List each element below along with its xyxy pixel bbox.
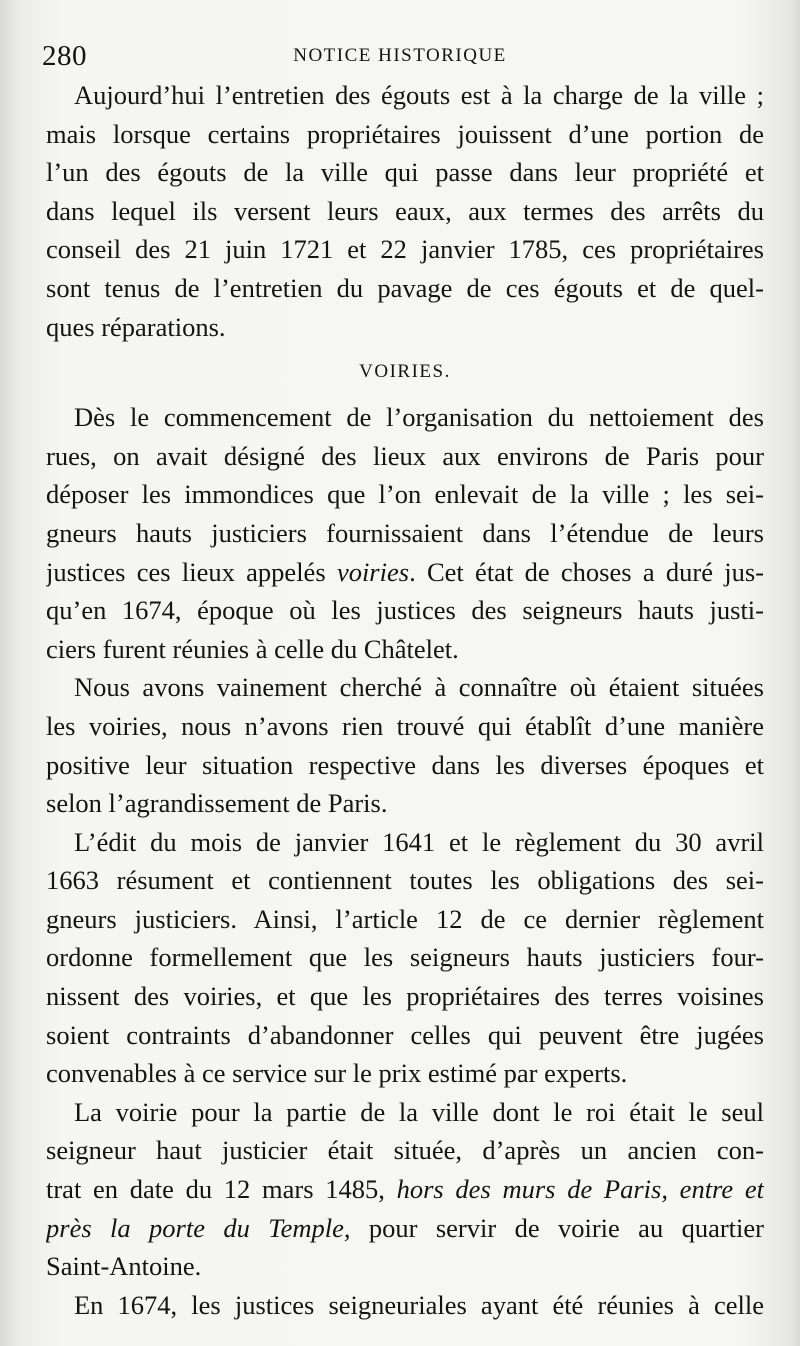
text-line: gneurs hauts justiciers fournissaient dans l’étendue de leurs <box>46 517 764 548</box>
text-line: positive leur situation respective dans les diverses époques et <box>46 749 764 780</box>
page-body <box>46 76 764 1324</box>
running-title: NOTICE HISTORIQUE <box>293 45 507 66</box>
text-segment: . Cet état de choses a duré jus- <box>409 556 764 587</box>
text-line: ques réparations. <box>46 311 226 342</box>
text-line: sont tenus de l’entretien du pavage de ces égouts et de quel- <box>46 272 764 303</box>
text-line: convenables à ce service sur le prix estimé par experts. <box>46 1058 628 1089</box>
text-line: les voiries, nous n’avons rien trouvé qui établît d’une manière <box>46 710 764 741</box>
text-line: mais lorsque certains propriétaires jouissent d’une portion de <box>46 118 764 149</box>
text-line <box>46 1209 764 1248</box>
italic-term: voiries <box>336 556 410 587</box>
text-segment: pour servir de voirie au quartier <box>368 1212 764 1243</box>
text-line: ordonne formellement que les seigneurs hauts justiciers four- <box>46 942 764 973</box>
text-line: Aujourd’hui l’entretien des égouts est à la charge de la ville ; <box>74 80 764 110</box>
page-number: 280 <box>42 40 87 72</box>
text-segment: justices ces lieux appelés <box>46 556 326 587</box>
text-line: rues, on avait désigné des lieux aux environs de Paris pour <box>46 440 764 471</box>
italic-phrase: près la porte du Temple, <box>46 1212 351 1243</box>
text-line: Saint-Antoine. <box>46 1251 202 1282</box>
text-line: 1663 résument et contiennent toutes les obligations des sei- <box>46 865 764 896</box>
text-line: En 1674, les justices seigneuriales ayant été réunies à celle <box>74 1289 764 1320</box>
page-header <box>40 36 760 76</box>
text-line: soient contraints d’abandonner celles qui peuvent être jugées <box>46 1019 764 1050</box>
text-line: Dès le commencement de l’organisation du nettoiement des <box>74 402 764 433</box>
section-heading: VOIRIES. <box>359 361 451 383</box>
text-line: L’édit du mois de janvier 1641 et le règlement du 30 avril <box>74 826 764 857</box>
text-line: Nous avons vainement cherché à connaître où étaient situées <box>74 672 764 703</box>
text-line: seigneur haut justicier était située, d’après un ancien con- <box>46 1135 764 1166</box>
text-line: l’un des égouts de la ville qui passe dans leur propriété et <box>46 157 764 188</box>
text-line <box>46 1170 764 1209</box>
italic-phrase: hors des murs de Paris, entre et <box>396 1174 764 1205</box>
text-line <box>46 553 764 592</box>
text-segment: trat en date du 12 mars 1485, <box>46 1174 385 1205</box>
text-line: déposer les immondices que l’on enlevait de la ville ; les sei- <box>46 479 764 510</box>
text-line: ciers furent réunies à celle du Châtelet. <box>46 633 459 664</box>
text-line: selon l’agrandissement de Paris. <box>46 788 388 819</box>
text-line: La voirie pour la partie de la ville dont le roi était le seul <box>74 1096 764 1127</box>
text-line: dans lequel ils versent leurs eaux, aux termes des arrêts du <box>46 195 764 226</box>
text-line: gneurs justiciers. Ainsi, l’article 12 de ce dernier règlement <box>46 903 764 934</box>
text-line: qu’en 1674, époque où les justices des seigneurs hauts justi- <box>46 595 764 626</box>
text-line: nissent des voiries, et que les propriétaires des terres voisines <box>46 981 764 1012</box>
text-line: conseil des 21 juin 1721 et 22 janvier 1785, ces propriétaires <box>46 234 764 265</box>
